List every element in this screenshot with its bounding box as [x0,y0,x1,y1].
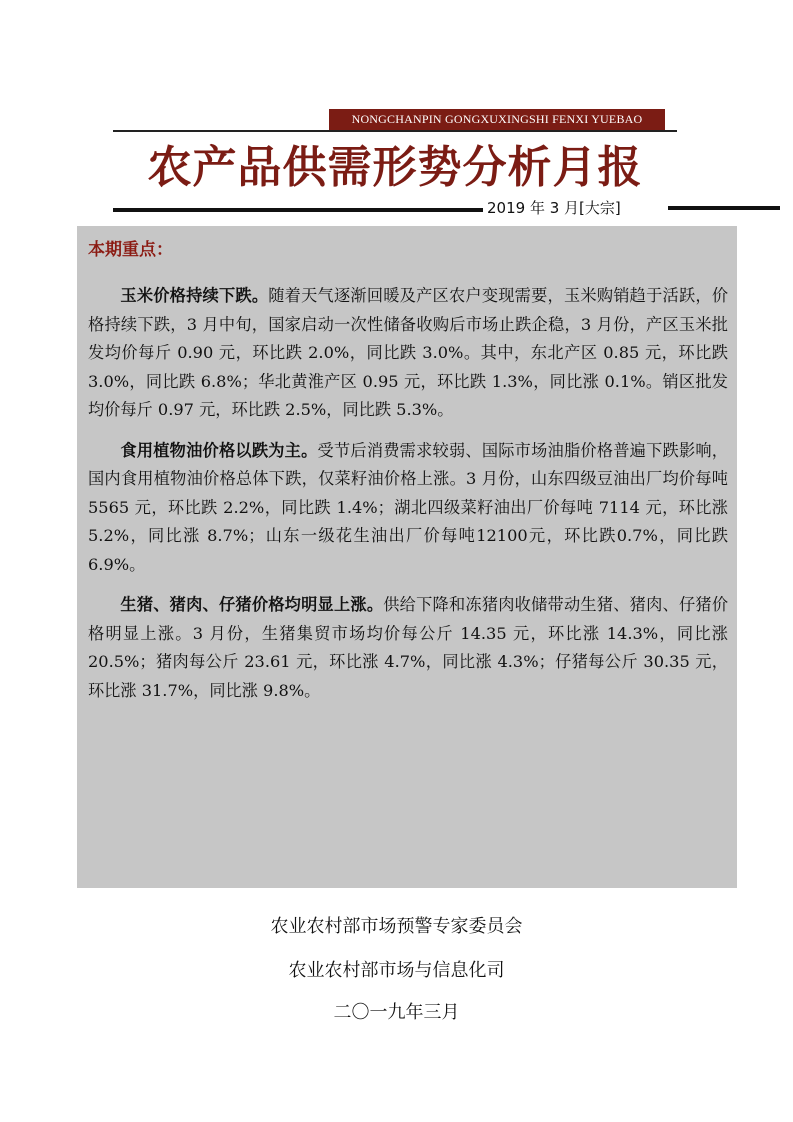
issue-label: 2019 年 3 月[大宗] [487,199,621,217]
header-top-rule [113,130,677,132]
pinyin-title-banner: NONGCHANPIN GONGXUXINGSHI FENXI YUEBAO [329,109,665,130]
highlights-heading: 本期重点： [88,240,173,260]
footer-date: 二〇一九年三月 [333,1002,460,1023]
report-title: 农产品供需形势分析月报 [147,142,643,193]
header-bottom-rule-left [113,208,483,212]
highlights-body [88,282,728,717]
highlight-oil-text: 受节后消费需求较弱、国际市场油脂价格普遍下跌影响，国内食用植物油价格总体下跌，仅菜籽油价格上涨。3 月份，山东四级豆油出厂均价每吨 5565 元，环比跌 2.2%，同比跌 1.4%；湖北四级菜籽油出厂价每吨 7114 元，环比涨 5.2%，同比涨 8.7%；山东一级花生油出厂价每吨12100元，环比跌0.7%，同比跌6.9%。 [88,440,728,574]
footer-org-committee: 农业农村部市场预警专家委员会 [270,916,523,937]
highlight-corn-text: 随着天气逐渐回暖及产区农户变现需要，玉米购销趋于活跃，价格持续下跌，3 月中旬，国家启动一次性储备收购后市场止跌企稳，3 月份，产区玉米批发均价每斤 0.90 元，环比跌 2.0%，同比跌 3.0%。其中，东北产区 0.85 元，环比跌 3.0%，同比跌 6.8%；华北黄淮产区 0.95 元，环比跌 1.3%，同比涨 0.1%。销区批发均价每斤 0.97 元，环比跌 2.5%，同比跌 5.3%。 [88,286,729,419]
highlight-corn-lead: 玉米价格持续下跌。 [120,286,269,305]
highlight-pork-text: 供给下降和冻猪肉收储带动生猪、猪肉、仔猪价格明显上涨。3 月份，生猪集贸市场均价每公斤 14.35 元，环比涨 14.3%，同比涨 20.5%；猪肉每公斤 23.61 元，环比涨 4.7%，同比涨 4.3%；仔猪每公斤 30.35 元，环比涨 31.7%，同比涨 9.8%。 [88,595,729,700]
highlight-corn [88,282,728,425]
highlight-oil-lead: 食用植物油价格以跌为主。 [120,440,318,460]
highlight-pork [88,591,728,705]
footer-org-department: 农业农村部市场与信息化司 [288,960,505,981]
header-bottom-rule-right [668,206,780,210]
highlight-oil [88,437,728,580]
highlight-pork-lead: 生猪、猪肉、仔猪价格均明显上涨。 [120,595,384,614]
